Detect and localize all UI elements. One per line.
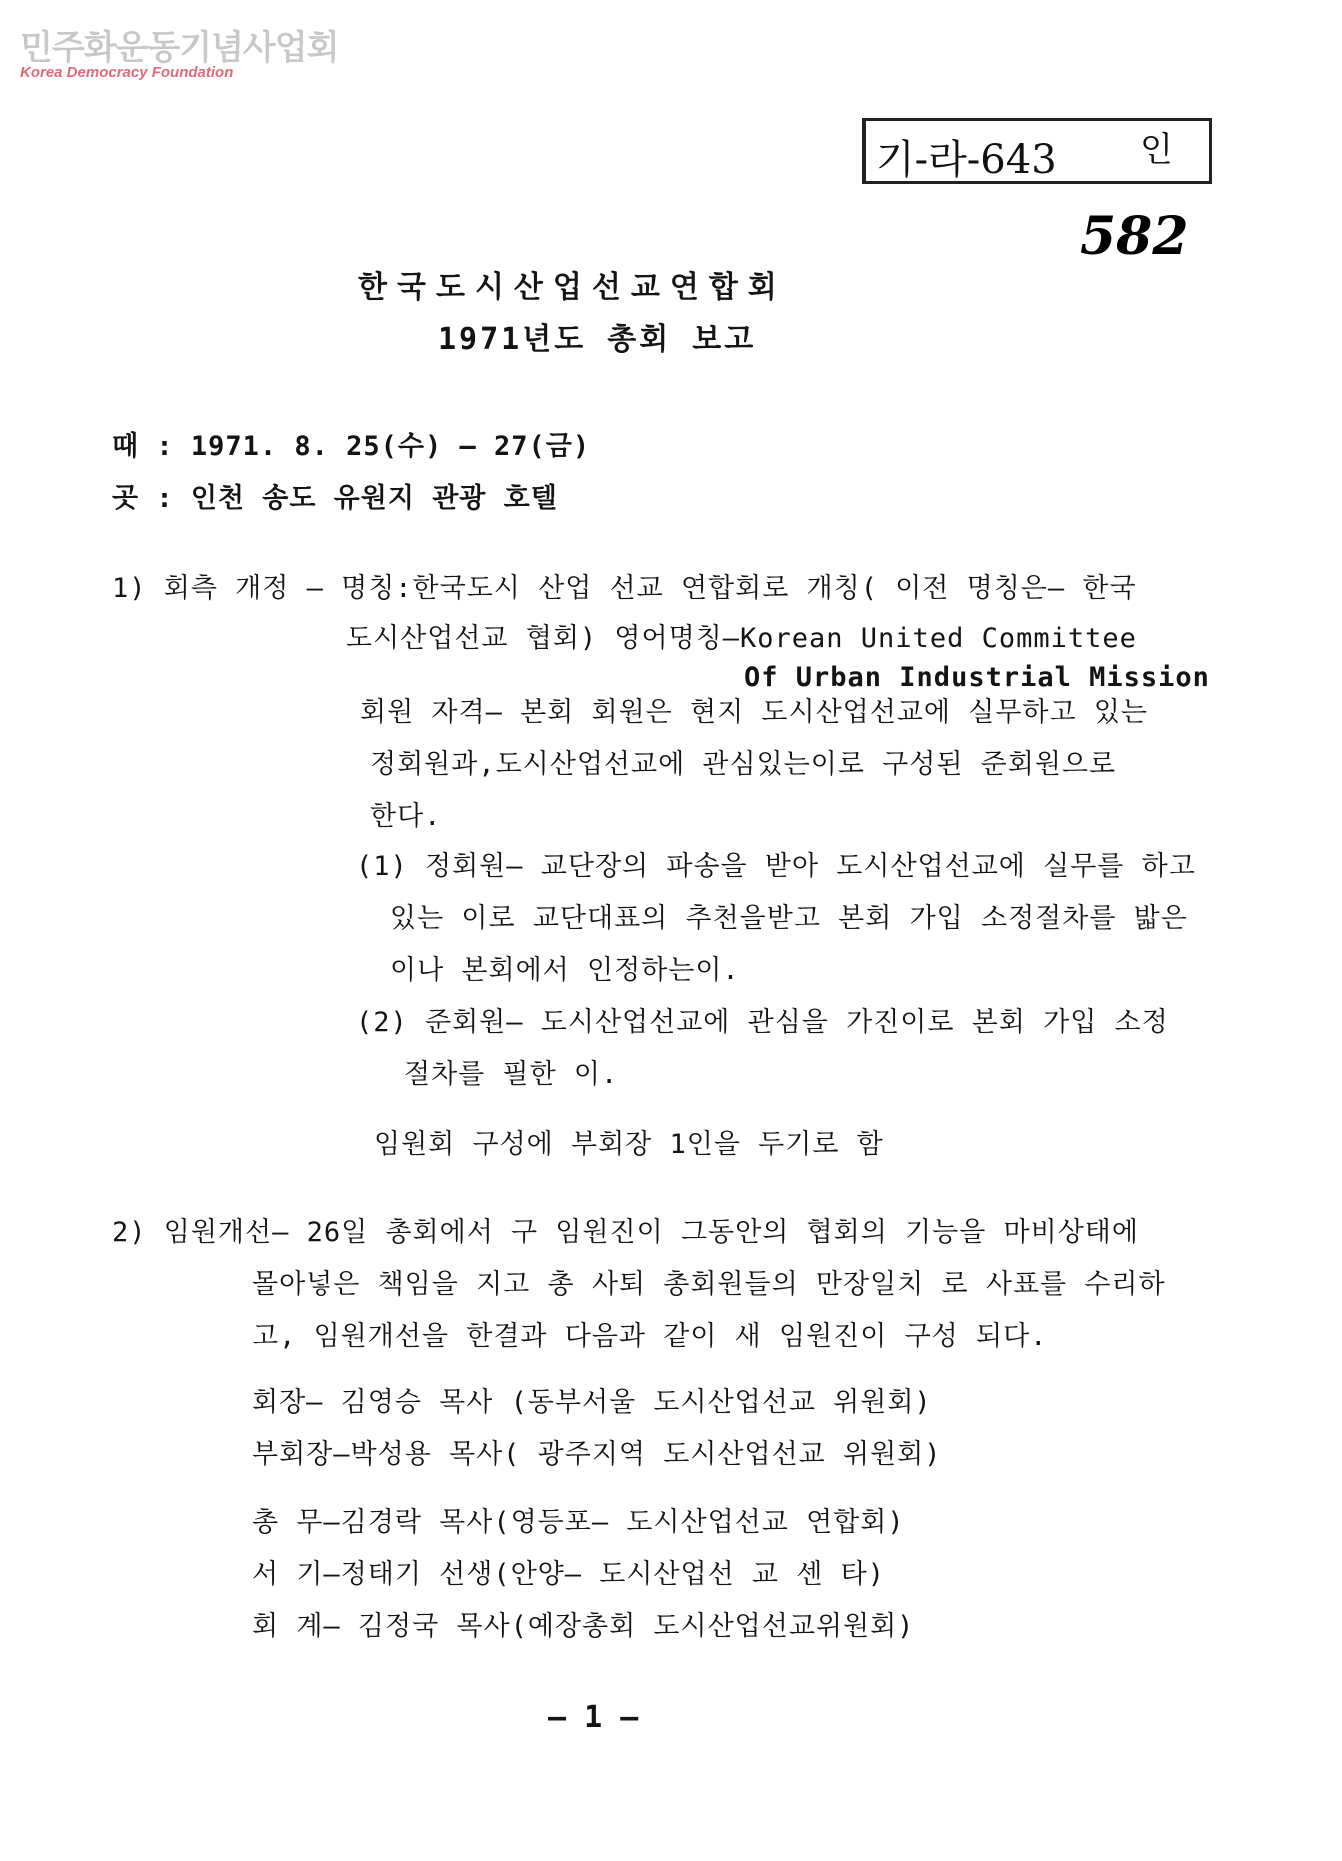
watermark-korean: 민주화운동기념사업회 bbox=[20, 28, 339, 68]
document-subtitle: 1971년도 총회 보고 bbox=[438, 322, 757, 357]
watermark-english: Korea Democracy Foundation bbox=[20, 64, 234, 81]
member-qualification-line3: 한다. bbox=[370, 801, 442, 832]
officer-general-secretary: 총 무—김경락 목사(영등포— 도시산업선교 연합회) bbox=[252, 1507, 905, 1538]
date-line: 때 : 1971. 8. 25(수) — 27(금) bbox=[112, 431, 591, 462]
officer-secretary: 서 기—정태기 선생(안양— 도시산업선 교 센 타) bbox=[252, 1559, 885, 1590]
archive-code: 기-라-643 bbox=[876, 137, 1057, 183]
officer-treasurer: 회 계— 김정국 목사(예장총회 도시산업선교위원회) bbox=[252, 1611, 915, 1642]
officers-note: 임원회 구성에 부회장 1인을 두기로 함 bbox=[374, 1129, 884, 1160]
archive-mark: 인 bbox=[1140, 130, 1173, 170]
officer-vice-president: 부회장—박성용 목사( 광주지역 도시산업선교 위원회) bbox=[252, 1439, 942, 1470]
sec2-line3: 고, 임원개선을 한결과 다음과 같이 새 임원진이 구성 되다. bbox=[252, 1321, 1048, 1352]
associate-member-line1: (2) 준회원— 도시산업선교에 관심을 가진이로 본회 가입 소정 bbox=[356, 1007, 1169, 1038]
regular-member-line2: 있는 이로 교단대표의 추천을받고 본회 가입 소정절차를 밟은 bbox=[390, 903, 1188, 934]
page-number: — 1 — bbox=[548, 1700, 639, 1735]
associate-member-line2: 절차를 필한 이. bbox=[404, 1059, 619, 1090]
sec2-line1: 2) 임원개선— 26일 총회에서 구 임원진이 그동안의 협회의 기능을 마비상태에 bbox=[112, 1217, 1139, 1248]
sec2-line2: 몰아넣은 책임을 지고 총 사퇴 총회원들의 만장일치 로 사표를 수리하 bbox=[252, 1269, 1166, 1300]
member-qualification-line1: 회원 자격— 본회 회원은 현지 도시산업선교에 실무하고 있는 bbox=[360, 697, 1149, 728]
regular-member-line3: 이나 본회에서 인정하는이. bbox=[390, 955, 740, 986]
member-qualification-line2: 정회원과,도시산업선교에 관심있는이로 구성된 준회원으로 bbox=[370, 749, 1117, 780]
sec1-line3: Of Urban Industrial Mission bbox=[744, 662, 1210, 693]
sec1-line1: 1) 회측 개정 — 명칭:한국도시 산업 선교 연합회로 개칭( 이전 명칭은— 한국 bbox=[112, 573, 1137, 604]
officer-president: 회장— 김영승 목사 (동부서울 도시산업선교 위원회) bbox=[252, 1387, 932, 1418]
place-line: 곳 : 인천 송도 유원지 관광 호텔 bbox=[112, 483, 558, 514]
archive-number: 582 bbox=[1080, 206, 1189, 267]
regular-member-line1: (1) 정회원— 교단장의 파송을 받아 도시산업선교에 실무를 하고 bbox=[356, 851, 1196, 882]
sec1-line2: 도시산업선교 협회) 영어명칭—Korean United Committee bbox=[346, 623, 1137, 654]
document-title: 한국도시산업선교연합회 bbox=[358, 270, 787, 305]
